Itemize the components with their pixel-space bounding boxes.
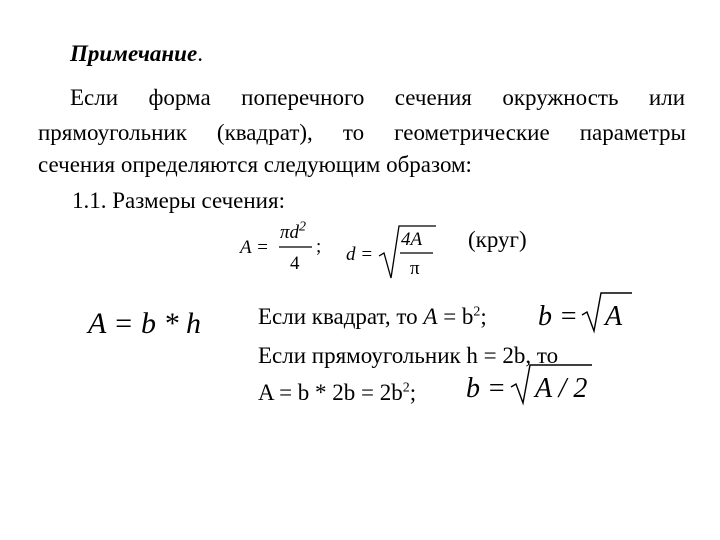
circle-d-lhs: d = (346, 244, 374, 265)
rect-area-formula: A = b * h (88, 307, 202, 340)
circle-d-denominator: π (410, 258, 420, 279)
circle-area-numerator (280, 219, 307, 243)
square-formula-radicand: A (605, 301, 623, 332)
rectangle-line-end: ; (409, 380, 417, 405)
square-expr-a: A (423, 304, 438, 329)
square-line (258, 305, 487, 328)
square-expr-eq: = b (437, 304, 474, 329)
circle-label: (круг) (468, 227, 527, 252)
note-heading (70, 42, 203, 65)
rectangle-formula-radicand: A / 2 (535, 373, 588, 404)
circle-d-numerator: 4A (401, 229, 423, 250)
paragraph-line-1: Если форма поперечного сечения окружность или (70, 85, 685, 110)
square-text: Если квадрат, то (258, 304, 424, 329)
square-formula-lhs: b = (538, 301, 578, 332)
circle-area-lhs: A = (240, 237, 269, 258)
square-expr-end: ; (480, 304, 487, 329)
rectangle-text: Если прямоугольник h = 2b, то (258, 343, 559, 368)
rectangle-line-exp: 2 (402, 380, 410, 396)
circle-area-denominator: 4 (290, 253, 300, 274)
circle-area-num-text: πd (280, 222, 300, 243)
rectangle-formula-lhs: b = (466, 373, 506, 404)
rectangle-line-text: A = b * 2b = 2b (258, 380, 403, 405)
section-title: 1.1. Размеры сечения: (72, 188, 285, 213)
paragraph-line-3: сечения определяются следующим образом: (38, 152, 472, 177)
square-expr-exp: 2 (473, 304, 481, 320)
circle-area-num-exp: 2 (299, 219, 307, 235)
note-heading-dot: . (197, 41, 203, 66)
paragraph-line-2: прямоугольник (квадрат), то геометрические параметры (38, 120, 686, 145)
note-heading-title: Примечание (70, 41, 198, 66)
rectangle-line (258, 381, 416, 404)
circle-separator: ; (316, 236, 322, 257)
rectangle-radical-sign (0, 0, 1, 1)
